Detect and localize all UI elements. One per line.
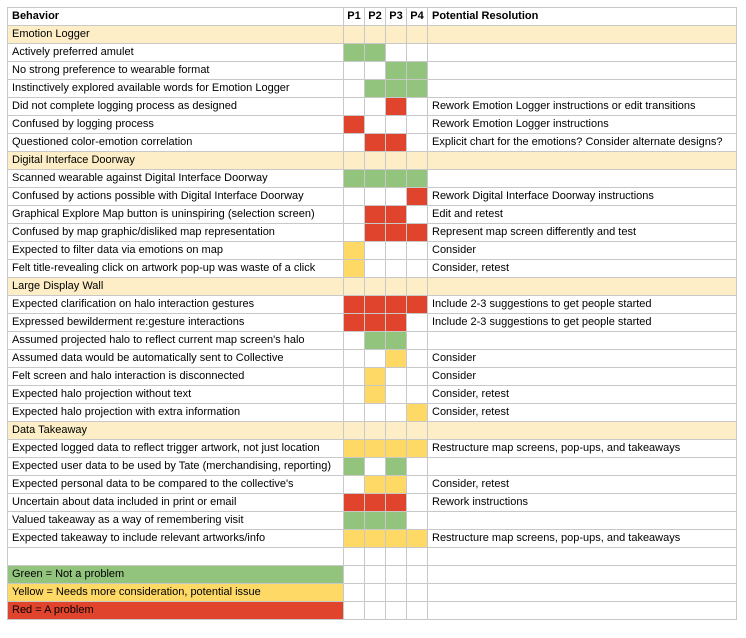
participant-4-cell[interactable] bbox=[407, 80, 428, 98]
table-row bbox=[8, 350, 737, 368]
resolution-cell[interactable]: Consider bbox=[428, 350, 737, 368]
header-p1[interactable]: P1 bbox=[344, 8, 365, 26]
table-row bbox=[8, 170, 737, 188]
section-empty-cell[interactable] bbox=[365, 422, 386, 440]
participant-1-cell[interactable] bbox=[344, 386, 365, 404]
section-empty-cell[interactable] bbox=[407, 422, 428, 440]
participant-1-cell[interactable] bbox=[344, 116, 365, 134]
participant-4-cell[interactable] bbox=[407, 188, 428, 206]
table-row bbox=[8, 296, 737, 314]
participant-3-cell[interactable] bbox=[386, 134, 407, 152]
participant-4-cell[interactable] bbox=[407, 260, 428, 278]
participant-1-cell[interactable] bbox=[344, 44, 365, 62]
participant-2-cell[interactable] bbox=[365, 368, 386, 386]
participant-1-cell[interactable] bbox=[344, 134, 365, 152]
participant-4-cell[interactable] bbox=[407, 512, 428, 530]
behavior-cell[interactable]: Uncertain about data included in print or email bbox=[8, 494, 344, 512]
participant-1-cell[interactable] bbox=[344, 188, 365, 206]
table-row bbox=[8, 494, 737, 512]
empty-cell[interactable] bbox=[428, 548, 737, 566]
resolution-cell[interactable]: Explicit chart for the emotions? Consider alternate designs? bbox=[428, 134, 737, 152]
section-empty-cell[interactable] bbox=[407, 152, 428, 170]
participant-2-cell[interactable] bbox=[365, 170, 386, 188]
legend-row bbox=[8, 584, 737, 602]
participant-1-cell[interactable] bbox=[344, 440, 365, 458]
participant-2-cell[interactable] bbox=[365, 494, 386, 512]
section-empty-cell[interactable] bbox=[407, 26, 428, 44]
behavior-cell[interactable]: Valued takeaway as a way of remembering visit bbox=[8, 512, 344, 530]
participant-3-cell[interactable] bbox=[386, 62, 407, 80]
participant-4-cell[interactable] bbox=[407, 296, 428, 314]
section-header-row bbox=[8, 152, 737, 170]
empty-cell[interactable] bbox=[344, 566, 365, 584]
resolution-cell[interactable] bbox=[428, 332, 737, 350]
section-title[interactable]: Emotion Logger bbox=[8, 26, 344, 44]
empty-cell[interactable] bbox=[344, 602, 365, 620]
participant-3-cell[interactable] bbox=[386, 242, 407, 260]
header-behavior[interactable]: Behavior bbox=[8, 8, 344, 26]
participant-2-cell[interactable] bbox=[365, 512, 386, 530]
participant-4-cell[interactable] bbox=[407, 62, 428, 80]
empty-cell[interactable] bbox=[386, 584, 407, 602]
participant-3-cell[interactable] bbox=[386, 530, 407, 548]
table-row bbox=[8, 368, 737, 386]
resolution-cell[interactable]: Consider, retest bbox=[428, 260, 737, 278]
resolution-cell[interactable]: Consider bbox=[428, 368, 737, 386]
empty-cell[interactable] bbox=[365, 602, 386, 620]
resolution-cell[interactable] bbox=[428, 512, 737, 530]
participant-2-cell[interactable] bbox=[365, 440, 386, 458]
header-p4[interactable]: P4 bbox=[407, 8, 428, 26]
participant-2-cell[interactable] bbox=[365, 314, 386, 332]
participant-2-cell[interactable] bbox=[365, 62, 386, 80]
behavior-cell[interactable]: Instinctively explored available words for Emotion Logger bbox=[8, 80, 344, 98]
participant-2-cell[interactable] bbox=[365, 386, 386, 404]
participant-4-cell[interactable] bbox=[407, 242, 428, 260]
resolution-cell[interactable]: Restructure map screens, pop-ups, and takeaways bbox=[428, 440, 737, 458]
empty-cell[interactable] bbox=[386, 566, 407, 584]
table-row bbox=[8, 134, 737, 152]
participant-2-cell[interactable] bbox=[365, 188, 386, 206]
table-row bbox=[8, 386, 737, 404]
behavior-cell[interactable]: Graphical Explore Map button is uninspiring (selection screen) bbox=[8, 206, 344, 224]
table-row bbox=[8, 476, 737, 494]
resolution-cell[interactable]: Include 2-3 suggestions to get people started bbox=[428, 314, 737, 332]
participant-3-cell[interactable] bbox=[386, 512, 407, 530]
participant-1-cell[interactable] bbox=[344, 314, 365, 332]
behavior-cell[interactable]: Confused by logging process bbox=[8, 116, 344, 134]
participant-4-cell[interactable] bbox=[407, 350, 428, 368]
participant-4-cell[interactable] bbox=[407, 332, 428, 350]
empty-cell[interactable] bbox=[428, 602, 737, 620]
behavior-cell[interactable]: Confused by map graphic/disliked map representation bbox=[8, 224, 344, 242]
behavior-cell[interactable]: Questioned color-emotion correlation bbox=[8, 134, 344, 152]
participant-4-cell[interactable] bbox=[407, 314, 428, 332]
participant-1-cell[interactable] bbox=[344, 404, 365, 422]
participant-1-cell[interactable] bbox=[344, 368, 365, 386]
empty-cell[interactable] bbox=[365, 584, 386, 602]
participant-3-cell[interactable] bbox=[386, 188, 407, 206]
section-empty-cell[interactable] bbox=[365, 278, 386, 296]
empty-cell[interactable] bbox=[344, 548, 365, 566]
empty-cell[interactable] bbox=[428, 584, 737, 602]
participant-1-cell[interactable] bbox=[344, 62, 365, 80]
table-row bbox=[8, 404, 737, 422]
behavior-cell[interactable]: Expected logged data to reflect trigger artwork, not just location bbox=[8, 440, 344, 458]
behavior-cell[interactable]: Expected halo projection with extra information bbox=[8, 404, 344, 422]
behavior-cell[interactable]: Expressed bewilderment re:gesture interactions bbox=[8, 314, 344, 332]
participant-3-cell[interactable] bbox=[386, 44, 407, 62]
participant-1-cell[interactable] bbox=[344, 80, 365, 98]
section-empty-cell[interactable] bbox=[428, 422, 737, 440]
empty-cell[interactable] bbox=[365, 548, 386, 566]
participant-1-cell[interactable] bbox=[344, 242, 365, 260]
resolution-cell[interactable] bbox=[428, 44, 737, 62]
participant-2-cell[interactable] bbox=[365, 224, 386, 242]
blank-row bbox=[8, 548, 737, 566]
participant-3-cell[interactable] bbox=[386, 368, 407, 386]
section-empty-cell[interactable] bbox=[386, 422, 407, 440]
behavior-cell[interactable]: Expected takeaway to include relevant artworks/info bbox=[8, 530, 344, 548]
header-row bbox=[8, 8, 737, 26]
participant-4-cell[interactable] bbox=[407, 98, 428, 116]
behavior-cell[interactable]: Assumed projected halo to reflect current map screen's halo bbox=[8, 332, 344, 350]
participant-1-cell[interactable] bbox=[344, 98, 365, 116]
header-p3[interactable]: P3 bbox=[386, 8, 407, 26]
empty-cell[interactable] bbox=[365, 566, 386, 584]
legend-row bbox=[8, 566, 737, 584]
behavior-cell[interactable]: Felt screen and halo interaction is disconnected bbox=[8, 368, 344, 386]
participant-2-cell[interactable] bbox=[365, 476, 386, 494]
participant-1-cell[interactable] bbox=[344, 476, 365, 494]
table-row bbox=[8, 512, 737, 530]
participant-2-cell[interactable] bbox=[365, 206, 386, 224]
participant-2-cell[interactable] bbox=[365, 80, 386, 98]
participant-3-cell[interactable] bbox=[386, 494, 407, 512]
resolution-cell[interactable] bbox=[428, 80, 737, 98]
empty-cell[interactable] bbox=[407, 584, 428, 602]
participant-4-cell[interactable] bbox=[407, 224, 428, 242]
table-row bbox=[8, 44, 737, 62]
participant-1-cell[interactable] bbox=[344, 332, 365, 350]
participant-4-cell[interactable] bbox=[407, 44, 428, 62]
section-title[interactable]: Large Display Wall bbox=[8, 278, 344, 296]
empty-cell[interactable] bbox=[386, 548, 407, 566]
usability-findings-table bbox=[7, 7, 737, 620]
table-row bbox=[8, 206, 737, 224]
legend-green-label[interactable]: Green = Not a problem bbox=[8, 566, 344, 584]
resolution-cell[interactable]: Restructure map screens, pop-ups, and takeaways bbox=[428, 530, 737, 548]
participant-3-cell[interactable] bbox=[386, 350, 407, 368]
participant-1-cell[interactable] bbox=[344, 224, 365, 242]
header-p2[interactable]: P2 bbox=[365, 8, 386, 26]
table-row bbox=[8, 98, 737, 116]
participant-2-cell[interactable] bbox=[365, 458, 386, 476]
table-row bbox=[8, 260, 737, 278]
section-empty-cell[interactable] bbox=[386, 152, 407, 170]
participant-3-cell[interactable] bbox=[386, 314, 407, 332]
empty-cell[interactable] bbox=[407, 548, 428, 566]
resolution-cell[interactable]: Rework Digital Interface Doorway instructions bbox=[428, 188, 737, 206]
table-row bbox=[8, 458, 737, 476]
behavior-cell[interactable]: Expected to filter data via emotions on map bbox=[8, 242, 344, 260]
participant-4-cell[interactable] bbox=[407, 494, 428, 512]
behavior-cell[interactable]: Expected personal data to be compared to the collective's bbox=[8, 476, 344, 494]
resolution-cell[interactable]: Rework instructions bbox=[428, 494, 737, 512]
participant-3-cell[interactable] bbox=[386, 296, 407, 314]
behavior-cell[interactable]: Expected user data to be used by Tate (merchandising, reporting) bbox=[8, 458, 344, 476]
participant-3-cell[interactable] bbox=[386, 98, 407, 116]
section-empty-cell[interactable] bbox=[344, 422, 365, 440]
section-header-row bbox=[8, 422, 737, 440]
table-row bbox=[8, 80, 737, 98]
participant-3-cell[interactable] bbox=[386, 440, 407, 458]
participant-3-cell[interactable] bbox=[386, 206, 407, 224]
empty-cell[interactable] bbox=[407, 602, 428, 620]
table-row bbox=[8, 530, 737, 548]
participant-1-cell[interactable] bbox=[344, 350, 365, 368]
behavior-cell[interactable]: Assumed data would be automatically sent to Collective bbox=[8, 350, 344, 368]
participant-1-cell[interactable] bbox=[344, 206, 365, 224]
behavior-cell[interactable]: Expected halo projection without text bbox=[8, 386, 344, 404]
resolution-cell[interactable]: Rework Emotion Logger instructions or edit transitions bbox=[428, 98, 737, 116]
behavior-cell[interactable]: No strong preference to wearable format bbox=[8, 62, 344, 80]
section-empty-cell[interactable] bbox=[407, 278, 428, 296]
behavior-cell[interactable]: Scanned wearable against Digital Interface Doorway bbox=[8, 170, 344, 188]
participant-2-cell[interactable] bbox=[365, 350, 386, 368]
resolution-cell[interactable]: Consider, retest bbox=[428, 476, 737, 494]
participant-1-cell[interactable] bbox=[344, 512, 365, 530]
participant-3-cell[interactable] bbox=[386, 224, 407, 242]
resolution-cell[interactable]: Include 2-3 suggestions to get people started bbox=[428, 296, 737, 314]
behavior-cell[interactable]: Did not complete logging process as designed bbox=[8, 98, 344, 116]
participant-1-cell[interactable] bbox=[344, 458, 365, 476]
empty-cell[interactable] bbox=[428, 566, 737, 584]
participant-1-cell[interactable] bbox=[344, 170, 365, 188]
section-empty-cell[interactable] bbox=[344, 26, 365, 44]
participant-4-cell[interactable] bbox=[407, 458, 428, 476]
resolution-cell[interactable] bbox=[428, 170, 737, 188]
legend-row bbox=[8, 602, 737, 620]
section-empty-cell[interactable] bbox=[428, 278, 737, 296]
resolution-cell[interactable]: Consider bbox=[428, 242, 737, 260]
participant-3-cell[interactable] bbox=[386, 476, 407, 494]
behavior-cell[interactable]: Felt title-revealing click on artwork pop-up was waste of a click bbox=[8, 260, 344, 278]
participant-2-cell[interactable] bbox=[365, 296, 386, 314]
section-empty-cell[interactable] bbox=[428, 152, 737, 170]
resolution-cell[interactable] bbox=[428, 62, 737, 80]
participant-3-cell[interactable] bbox=[386, 170, 407, 188]
table-row bbox=[8, 242, 737, 260]
table-body bbox=[8, 26, 737, 620]
participant-4-cell[interactable] bbox=[407, 530, 428, 548]
legend-red-label[interactable]: Red = A problem bbox=[8, 602, 344, 620]
section-empty-cell[interactable] bbox=[365, 152, 386, 170]
table-row bbox=[8, 440, 737, 458]
participant-4-cell[interactable] bbox=[407, 476, 428, 494]
resolution-cell[interactable] bbox=[428, 458, 737, 476]
section-header-row bbox=[8, 278, 737, 296]
participant-1-cell[interactable] bbox=[344, 296, 365, 314]
participant-3-cell[interactable] bbox=[386, 458, 407, 476]
participant-4-cell[interactable] bbox=[407, 404, 428, 422]
table-row bbox=[8, 188, 737, 206]
section-empty-cell[interactable] bbox=[344, 152, 365, 170]
participant-4-cell[interactable] bbox=[407, 170, 428, 188]
empty-cell[interactable] bbox=[344, 584, 365, 602]
participant-4-cell[interactable] bbox=[407, 440, 428, 458]
resolution-cell[interactable]: Consider, retest bbox=[428, 404, 737, 422]
participant-2-cell[interactable] bbox=[365, 260, 386, 278]
participant-1-cell[interactable] bbox=[344, 260, 365, 278]
resolution-cell[interactable]: Rework Emotion Logger instructions bbox=[428, 116, 737, 134]
section-empty-cell[interactable] bbox=[428, 26, 737, 44]
participant-2-cell[interactable] bbox=[365, 404, 386, 422]
table-row bbox=[8, 116, 737, 134]
participant-2-cell[interactable] bbox=[365, 44, 386, 62]
participant-3-cell[interactable] bbox=[386, 260, 407, 278]
participant-2-cell[interactable] bbox=[365, 134, 386, 152]
section-header-row bbox=[8, 26, 737, 44]
table-row bbox=[8, 332, 737, 350]
participant-4-cell[interactable] bbox=[407, 116, 428, 134]
section-empty-cell[interactable] bbox=[386, 26, 407, 44]
participant-3-cell[interactable] bbox=[386, 332, 407, 350]
participant-4-cell[interactable] bbox=[407, 134, 428, 152]
empty-cell[interactable] bbox=[407, 566, 428, 584]
participant-2-cell[interactable] bbox=[365, 116, 386, 134]
participant-3-cell[interactable] bbox=[386, 404, 407, 422]
participant-4-cell[interactable] bbox=[407, 368, 428, 386]
participant-1-cell[interactable] bbox=[344, 530, 365, 548]
participant-3-cell[interactable] bbox=[386, 80, 407, 98]
resolution-cell[interactable]: Represent map screen differently and test bbox=[428, 224, 737, 242]
section-empty-cell[interactable] bbox=[365, 26, 386, 44]
table-row bbox=[8, 314, 737, 332]
section-empty-cell[interactable] bbox=[344, 278, 365, 296]
participant-2-cell[interactable] bbox=[365, 242, 386, 260]
table-row bbox=[8, 224, 737, 242]
resolution-cell[interactable]: Consider, retest bbox=[428, 386, 737, 404]
participant-2-cell[interactable] bbox=[365, 98, 386, 116]
participant-4-cell[interactable] bbox=[407, 206, 428, 224]
empty-cell[interactable] bbox=[386, 602, 407, 620]
participant-3-cell[interactable] bbox=[386, 116, 407, 134]
header-resolution[interactable]: Potential Resolution bbox=[428, 8, 737, 26]
table-row bbox=[8, 62, 737, 80]
participant-3-cell[interactable] bbox=[386, 386, 407, 404]
participant-1-cell[interactable] bbox=[344, 494, 365, 512]
legend-yellow-label[interactable]: Yellow = Needs more consideration, potential issue bbox=[8, 584, 344, 602]
section-title[interactable]: Data Takeaway bbox=[8, 422, 344, 440]
section-empty-cell[interactable] bbox=[386, 278, 407, 296]
section-title[interactable]: Digital Interface Doorway bbox=[8, 152, 344, 170]
participant-2-cell[interactable] bbox=[365, 530, 386, 548]
participant-4-cell[interactable] bbox=[407, 386, 428, 404]
empty-cell[interactable] bbox=[8, 548, 344, 566]
behavior-cell[interactable]: Actively preferred amulet bbox=[8, 44, 344, 62]
behavior-cell[interactable]: Expected clarification on halo interaction gestures bbox=[8, 296, 344, 314]
resolution-cell[interactable]: Edit and retest bbox=[428, 206, 737, 224]
behavior-cell[interactable]: Confused by actions possible with Digital Interface Doorway bbox=[8, 188, 344, 206]
participant-2-cell[interactable] bbox=[365, 332, 386, 350]
